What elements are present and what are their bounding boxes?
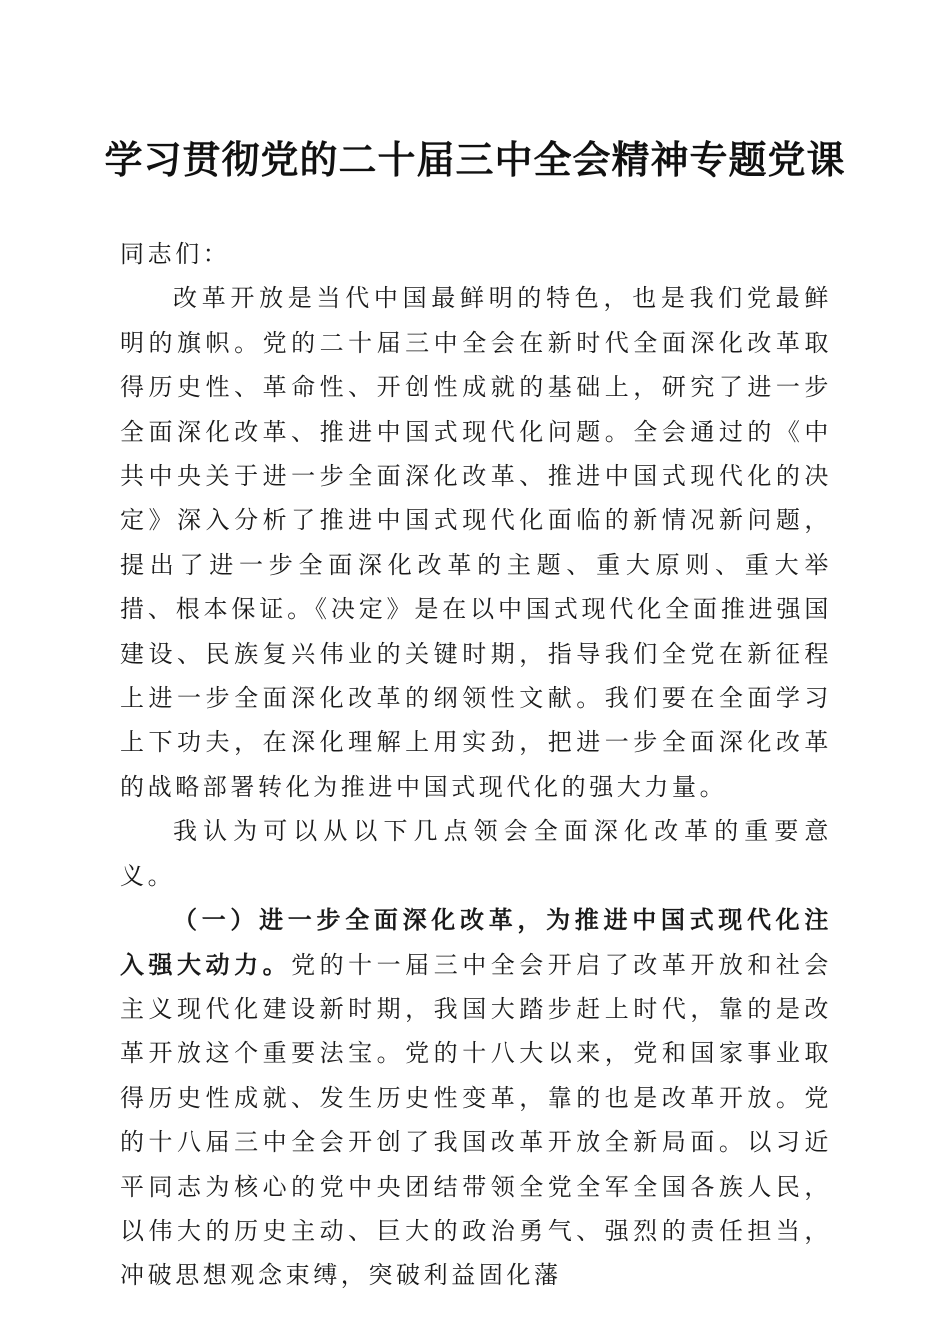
paragraph-3-text: 党的十一届三中全会开启了改革开放和社会主义现代化建设新时期，我国大踏步赶上时代，靠的是改革开放这个重要法宝。党的十八大以来，党和国家事业取得历史性成就、发生历史性变革，靠的也是改革开放。党的十八届三中全会开创了我国改革开放全新局面。以习近平同志为核心的党中央团结带领全党全军全国各族人民，以伟大的历史主动、巨大的政治勇气、强烈的责任担当，冲破思想观念束缚，突破利益固化藩: [120, 950, 832, 1290]
section-heading-1: （一）进一步全面深化改革，为推进中国式现代化注入强大动力。: [120, 905, 832, 979]
salutation: 同志们：: [120, 240, 231, 268]
paragraph-2-text: 我认为可以从以下几点领会全面深化改革的重要意义。: [120, 817, 832, 890]
paragraph-2: [120, 809, 832, 898]
paragraph-3: [120, 898, 832, 1298]
document-title: 学习贯彻党的二十届三中全会精神专题党课: [104, 137, 846, 182]
paragraph-1: [120, 276, 832, 809]
paragraph-1-text: 改革开放是当代中国最鲜明的特色，也是我们党最鲜明的旗帜。党的二十届三中全会在新时代全面深化改革取得历史性、革命性、开创性成就的基础上，研究了进一步全面深化改革、推进中国式现代化问题。全会通过的《中共中央关于进一步全面深化改革、推进中国式现代化的决定》深入分析了推进中国式现代化面临的新情况新问题，提出了进一步全面深化改革的主题、重大原则、重大举措、根本保证。《决定》是在以中国式现代化全面推进强国建设、民族复兴伟业的关键时期，指导我们全党在新征程上进一步全面深化改革的纲领性文献。我们要在全面学习上下功夫，在深化理解上用实劲，把进一步全面深化改革的战略部署转化为推进中国式现代化的强大力量。: [120, 284, 832, 801]
document-body: [120, 232, 832, 1298]
